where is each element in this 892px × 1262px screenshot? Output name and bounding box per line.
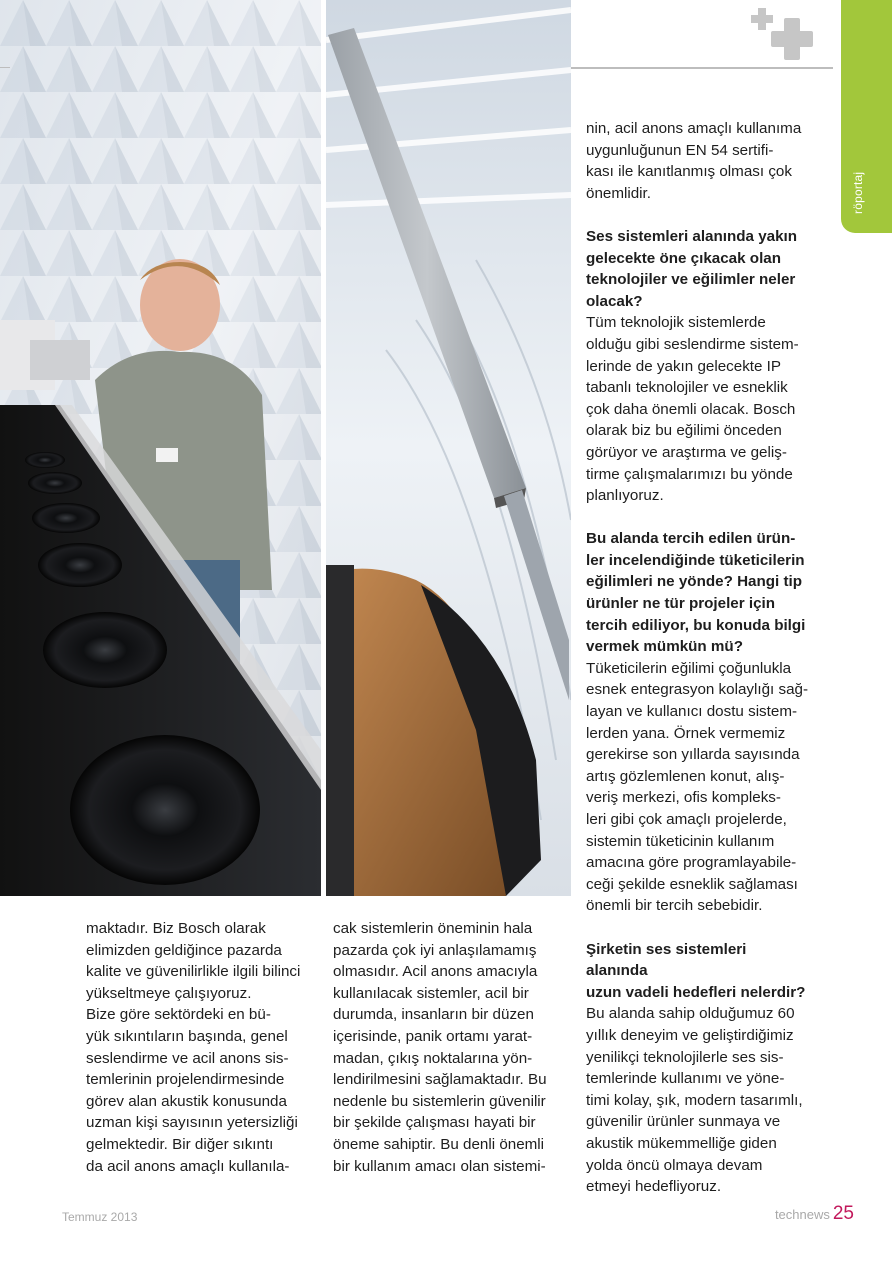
intro-paragraph: nin, acil anons amaçlı kullanıma uygunluğunun EN 54 sertifi- kası ile kanıtlanmış olması çok önemlidir. <box>586 120 802 202</box>
question-2: Bu alanda tercih edilen ürün- ler incelendiğinde tüketicilerin eğilimleri ne yönde? Hangi tip ürünler ne tür projeler için tercih ediliyor, bu konuda bilgi vermek mümkün mü? <box>586 530 806 656</box>
large-plus-icon <box>771 18 813 60</box>
footer-date: Temmuz 2013 <box>62 1210 138 1224</box>
header-rule <box>571 67 833 69</box>
answer-2: Tüketicilerin eğilimi çoğunlukla esnek entegrasyon kolaylığı sağ- layan ve kullanıcı dostu sistem- lerden yana. Örnek vermemiz gerekirse son yıllarda sayısında artış gözlemlenen konut, alış- veriş merkezi, ofis kompleks- leri gibi çok amaçlı projelerde, sistemin tüketicinin kullanım amacına göre programlayabile- ceği şekilde esneklik sağlaması önemli bir tercih sebebidir. <box>586 659 809 915</box>
text-column-left <box>86 918 326 1177</box>
small-plus-icon <box>751 8 773 30</box>
header-rule-left <box>0 67 10 68</box>
text-block: maktadır. Biz Bosch olarak elimizden geldiğince pazarda kalite ve güvenilirlikle ilgili bilinci yükseltmeye çalışıyoruz. Bize göre sektördeki en bü- yük sıkıntıların başında, genel seslendirme ve acil anons sis- temlerinin projelendirmesinde görev alan akustik konusunda uzman kişi sayısının yetersizliği gelmektedir. Bir diğer sıkıntı da acil anons amaçlı kullanıla- <box>86 920 301 1175</box>
answer-3: Bu alanda sahip olduğumuz 60 yıllık deneyim ve geliştirdiğimiz yenilikçi teknolojilerle ses sis- temlerinde kullanımı ve yöne- timi kolay, şık, modern tasarımlı, güvenilir ürünler sunmaya ve akustik mükemmelliğe giden yolda öncü olmaya devam etmeyi hedefliyoruz. <box>586 1005 803 1196</box>
page-number: 25 <box>832 1203 854 1224</box>
text-block: cak sistemlerin öneminin hala pazarda çok iyi anlaşılamamış olmasıdır. Acil anons amacıyla kullanılacak sistemler, acil bir durumda, insanların bir düzen içerisinde, panik ortamı yarat- madan, çıkış noktalarına yön- lendirilmesini sağlamaktadır. Bu nedenle bu sistemlerin güvenilir bir şekilde çalışması hayati bir öneme sahiptir. Bu denli önemli bir kullanım amacı olan sistemi- <box>333 920 547 1175</box>
text-column-middle <box>333 918 563 1177</box>
photo-anechoic-chamber <box>0 0 321 896</box>
question-3: Şirketin ses sistemleri alanında uzun vadeli hedefleri nelerdir? <box>586 940 806 1001</box>
text-column-right <box>586 118 812 1198</box>
magazine-name: technews <box>774 1207 830 1222</box>
photo-column-speaker <box>326 0 571 896</box>
question-1: Ses sistemleri alanında yakın gelecekte öne çıkacak olan teknolojiler ve eğilimler neler olacak? <box>586 227 798 310</box>
footer-folio <box>775 1203 854 1225</box>
answer-1: Tüm teknolojik sistemlerde olduğu gibi seslendirme sistem- lerinde de yakın gelecekte IP tabanlı teknolojiler ve esneklik çok daha önemli olacak. Bosch olarak biz bu eğilimi önceden görüyor ve araştırma ve geliş- tirme çalışmalarımızı bu yönde planlıyoruz. <box>586 314 799 505</box>
section-tab-label: röportaj <box>851 171 865 214</box>
